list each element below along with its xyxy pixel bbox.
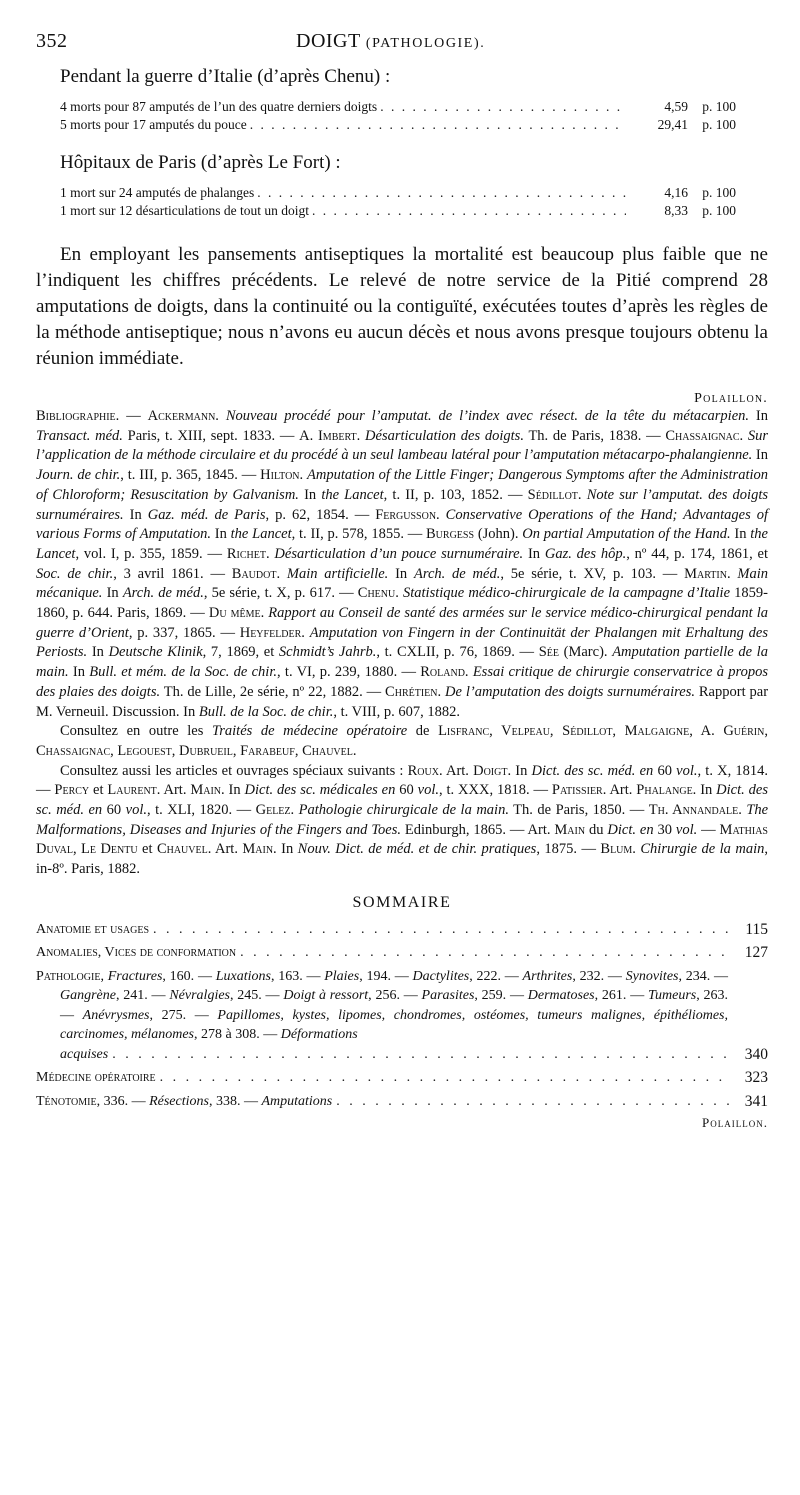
italic-run: Bull. et mém. de la Soc. de chir. [89, 664, 278, 681]
text-run: Consultez en outre les [60, 723, 212, 740]
italic-run: Statistique médico-chirurgicale de la campagne d’Italie [403, 585, 731, 602]
smallcaps-run: Ténotomie [36, 1093, 97, 1109]
text-run: Art. [606, 782, 637, 799]
text-run: Th. de Paris, 1838. — [523, 427, 666, 444]
running-title-main: DOIGT [296, 30, 361, 52]
smallcaps-run: Sée [538, 644, 559, 661]
smallcaps-run: Blum. [600, 841, 636, 858]
italic-run: Pathologie chirurgicale de la main. [298, 802, 509, 819]
stat-row [60, 98, 736, 116]
italic-run: Essai critique de chirurgie conservatrice à propos des plaies des doigts. [36, 664, 769, 700]
text-run: In [730, 526, 751, 543]
italic-run: Nouveau procédé pour l’amputat. de l’index avec résect. de la tête du métacarpien. [225, 408, 750, 424]
text-run: , 338. — [208, 1093, 262, 1109]
smallcaps-run: Phalange. [636, 782, 697, 799]
text-run: , t. XLI, 1820. — [146, 802, 256, 819]
toc-page: 341 [744, 1092, 768, 1110]
leader-dots [332, 1092, 732, 1112]
italic-run: Rapport au Conseil de santé des armées sur le service médico-chirurgical pendant la guerre d’Orient [36, 605, 769, 641]
text-run: , t. VI, p. 239, 1880. — [277, 664, 421, 681]
stat-unit: p. 100 [702, 117, 736, 132]
leader-dots [156, 1068, 732, 1088]
text-run: de [407, 723, 439, 740]
text-run: , 336. — [96, 1093, 150, 1109]
toc-last-line [36, 1045, 768, 1065]
stat-value: 4,59 [664, 99, 688, 114]
text-run: (Marc). [558, 644, 613, 661]
smallcaps-run: Gelez. [255, 802, 295, 819]
italic-run: De l’amputation des doigts surnuméraires. [445, 683, 695, 700]
toc-page: 340 [744, 1045, 768, 1063]
smallcaps-run: A. Imbert. [299, 427, 361, 444]
text-run: , p. 337, 1865. — [128, 624, 240, 641]
paris-heading: Hôpitaux de Paris (d’après Le Fort) : [60, 152, 341, 173]
text-run: , 232. — [572, 968, 626, 984]
text-run: (John). [474, 526, 523, 543]
smallcaps-run: Laurent. [107, 782, 161, 799]
toc-page: 323 [744, 1069, 768, 1087]
italic-run: Luxations [215, 968, 271, 984]
smallcaps-run: Chenu. [357, 585, 399, 602]
text-run: , 256. — [368, 988, 422, 1004]
italic-run: Désarticulation d’un pouce surnuméraire. [274, 545, 524, 562]
smallcaps-run: Patissier. [551, 782, 607, 799]
text-run: Art. [442, 762, 474, 779]
text-run: In [224, 782, 245, 799]
text-run: , 261. — [594, 988, 648, 1004]
text-run: Th. de Lille, 2e série, nº 22, 1882. — [160, 683, 386, 700]
running-header [36, 30, 768, 58]
page-number: 352 [36, 30, 68, 52]
smallcaps-run: Percy [54, 782, 90, 799]
italic-run: Traités de médecine opératoire [211, 723, 408, 740]
text-run: In [523, 545, 545, 562]
italic-run: Schmidt’s Jahrb. [278, 644, 377, 661]
text-run: , 163. — [270, 968, 325, 984]
italic-run: Dactylites [412, 968, 470, 984]
toc-label: Anatomie et usages [36, 921, 150, 937]
text-run: , t. CXLII, p. 76, 1869. — [376, 644, 539, 661]
italic-run: Journ. de chir. [36, 467, 121, 484]
italic-run: Dict. des sc. méd. en [531, 762, 654, 779]
toc-entry-medecine [36, 1068, 768, 1088]
leader-dots [377, 98, 626, 116]
smallcaps-run: Main [554, 821, 586, 838]
italic-run: Arch. de méd. [413, 565, 501, 582]
leader-dots [149, 920, 732, 940]
italic-run: Main mécanique. [36, 565, 768, 602]
text-run: , 160. — [162, 968, 216, 984]
text-run: , t. II, p. 103, 1852. — [383, 486, 528, 503]
italic-run: Sur l’application de la méthode circulaire et du procédé à un seul lambeau latéral pour l’amputation métacarpo-phalangienne. [36, 427, 769, 464]
italic-run: Deutsche Klinik [108, 644, 203, 661]
text-run: Art. [160, 782, 191, 799]
text-run: , 278 à 308. — [194, 1027, 281, 1043]
italic-run: Dict. en [607, 821, 654, 838]
text-run: In [102, 585, 123, 602]
italic-run: vol. [676, 762, 698, 779]
text-run: du [585, 821, 608, 838]
bibliography [36, 407, 768, 880]
italic-run: Gaz. méd. de Paris [147, 506, 266, 523]
italic-run: vol. [417, 782, 439, 799]
text-run: Rapport par M. Verneuil. Discussion. In [36, 683, 769, 720]
text-run: Consultez aussi les articles et ouvrages spéciaux suivants : [60, 762, 408, 779]
stat-value: 4,16 [664, 185, 688, 200]
text-run: In [388, 565, 414, 582]
smallcaps-run: Bibliographie. [36, 408, 120, 424]
italic-run: Anévrysmes [82, 1007, 150, 1023]
text-run: , t. II, p. 578, 1855. — [291, 526, 427, 543]
leader-dots [247, 116, 626, 134]
italic-run: Amputation partielle de la main. [36, 644, 768, 681]
italic-run: Arch. de méd. [122, 585, 204, 602]
smallcaps-run: Richet. [226, 545, 270, 562]
text-run: , 245. — [230, 988, 284, 1004]
smallcaps-run: Mathias Duval, Le Dentu [36, 821, 768, 858]
text-run: et [89, 782, 108, 799]
smallcaps-run: Roland. [420, 664, 469, 681]
italic-run: Conservative Operations of the Hand; Advantages of various Forms of Amputation. [36, 506, 768, 543]
leader-dots [236, 943, 732, 963]
text-run: In [696, 782, 717, 799]
italic-run: Plaies [324, 968, 360, 984]
text-run: , 3 avril 1861. — [113, 565, 232, 582]
toc-page: 127 [744, 944, 768, 962]
italic-run: The Malformations, Diseases and Injuries of the Fingers and Toes. [36, 802, 769, 838]
text-run: Edinburgh, 1865. — Art. [401, 821, 555, 838]
italie-stats [60, 98, 768, 134]
text-run: , 5e série, t. XV, p. 103. — [500, 565, 685, 582]
italic-run: On partial Amputation of the Hand. [522, 526, 731, 543]
text-run: 60 [653, 762, 677, 779]
italic-run: Note sur l’amputat. des doigts surnuméraires. [36, 486, 768, 523]
toc-label: Anomalies, Vices de conformation [36, 945, 237, 961]
italic-run: Synovites [625, 968, 679, 984]
text-run: , 241. — [116, 988, 170, 1004]
text-run: 1859-1860, p. 644. Paris, 1869. — [36, 585, 768, 622]
smallcaps-run: Main. [242, 841, 277, 858]
stat-row [60, 184, 736, 202]
stat-row [60, 202, 736, 220]
italic-run: Bull. de la Soc. de chir. [198, 703, 334, 720]
stat-value: 8,33 [664, 203, 688, 218]
text-run: , 222. — [469, 968, 523, 984]
smallcaps-run: Sédillot. [527, 486, 582, 503]
stat-row [60, 116, 736, 134]
sommaire-title: SOMMAIRE [352, 893, 452, 911]
text-run: In [211, 526, 231, 543]
text-run: In [749, 408, 768, 424]
text-run: Th. de Paris, 1850. — [508, 802, 649, 819]
italic-run: the Lancet [36, 526, 768, 562]
italic-run: vol. [675, 821, 698, 838]
text-run: , t. XXX, 1818. — [438, 782, 552, 799]
running-title [296, 30, 485, 53]
paris-stats [60, 184, 768, 220]
text-run: 30 [653, 821, 676, 838]
text-run: 60 [102, 802, 126, 819]
smallcaps-run: Hilton. [260, 467, 304, 484]
sommaire-signature: Polaillon. [702, 1115, 768, 1131]
text-run: In [123, 506, 148, 523]
italic-run: Dermatoses [527, 988, 595, 1004]
toc-label: Médecine opératoire [36, 1070, 156, 1086]
toc-entry-pathologie [36, 967, 768, 1065]
italic-run: Désarticulation des doigts. [365, 427, 524, 444]
smallcaps-run: Chassaignac. [665, 427, 744, 444]
text-run: , 7, 1869, et [202, 644, 279, 661]
stat-unit: p. 100 [702, 99, 736, 114]
text-run: , in-8º. Paris, 1882. [36, 841, 768, 878]
text-run: , 194. — [359, 968, 413, 984]
text-run: , t. X, 1814. — [36, 762, 769, 799]
italie-heading: Pendant la guerre d’Italie (d’après Chenu) : [60, 66, 391, 87]
italic-run: Doigt à ressort [283, 988, 369, 1004]
text-run: In [68, 664, 90, 681]
page [36, 30, 768, 1131]
text-run: et [137, 841, 157, 858]
smallcaps-run: Pathologie [36, 968, 101, 984]
smallcaps-run: Heyfelder. [239, 624, 305, 641]
smallcaps-run: Main. [190, 782, 225, 799]
italic-run: Tumeurs [647, 988, 697, 1004]
smallcaps-run: Du même. [208, 605, 265, 622]
text-run: , 5e série, t. X, p. 617. — [203, 585, 358, 602]
toc-entry-anomalies [36, 943, 768, 963]
italic-run: Dict. des sc. méd. en [36, 782, 768, 819]
smallcaps-run: Lisfranc, Velpeau, Sédillot, Malgaigne, A. Guérin, Chassaignac, Legouest, Dubrueil, Farabeuf, Chauvel. [36, 723, 768, 759]
italic-run: Parasites [421, 988, 475, 1004]
text-run: , t. III, p. 365, 1845. — [120, 467, 261, 484]
smallcaps-run: Chrétien. [385, 683, 442, 700]
text-run: , 1875. — [536, 841, 601, 858]
text-run: — [119, 408, 148, 424]
text-run [280, 566, 287, 582]
italic-run: Papillomes, kystes, lipomes, chondromes, ostéomes, tumeurs malignes, épithéliomes, carcinomes, mélanomes [60, 1007, 728, 1043]
smallcaps-run: Doigt. [473, 762, 512, 779]
stat-label: 1 mort sur 24 amputés de phalanges [60, 185, 255, 200]
italic-run: Gaz. des hôp. [544, 545, 627, 562]
italic-run: Dict. des sc. médicales en [244, 782, 396, 799]
italic-run: Transact. méd. [36, 427, 123, 444]
text-run: , 275. — [149, 1007, 218, 1023]
smallcaps-run: Fergusson. [375, 506, 440, 523]
text-run: In [298, 486, 322, 503]
italic-run: Main artificielle. [286, 565, 389, 582]
text-run: , t. VIII, p. 607, 1882. [333, 703, 460, 720]
smallcaps-run: Martin. [684, 565, 731, 582]
text-run: In [276, 841, 298, 858]
text-run: Art. [211, 841, 243, 858]
toc-entry-anatomie [36, 920, 768, 940]
bibliography-paragraph [36, 407, 768, 722]
smallcaps-run: Roux. [407, 762, 443, 779]
toc-page: 115 [745, 920, 768, 938]
stat-unit: p. 100 [702, 185, 736, 200]
italic-run: Nouv. Dict. de méd. et de chir. pratiques [297, 841, 537, 858]
italic-run: the Lancet [230, 526, 292, 543]
italic-run: Névralgies [169, 988, 230, 1004]
stat-unit: p. 100 [702, 203, 736, 218]
leader-dots [254, 184, 626, 202]
italic-run: Résections [149, 1093, 209, 1109]
text-run: 60 [395, 782, 418, 799]
text-run: , 234. — [678, 968, 729, 984]
text-run: Paris, t. XIII, sept. 1833. — [122, 427, 300, 444]
italic-run: Amputation of the Little Finger; Dangerous Symptoms after the Administration of Chloroform; Resuscitation by Galvanism. [36, 467, 769, 503]
stat-value: 29,41 [657, 117, 688, 132]
running-title-sub: (PATHOLOGIE). [365, 36, 486, 51]
toc-label [36, 1092, 332, 1112]
italic-run: Arthrites [522, 968, 573, 984]
consult-traites-paragraph [36, 722, 768, 761]
italic-run: Soc. de chir. [36, 565, 114, 582]
text-run: In [752, 447, 768, 464]
italic-run: the Lancet [321, 486, 384, 503]
italic-run: Fractures [107, 968, 163, 984]
text-run: , nº 44, p. 174, 1861, et [626, 545, 768, 562]
text-run [219, 408, 226, 424]
text-run: In [511, 762, 532, 779]
toc-label [36, 967, 768, 1045]
text-run: , 259. — [474, 988, 528, 1004]
text-run: In [87, 644, 109, 661]
smallcaps-run: Ackermann. [147, 408, 219, 424]
stat-label: 5 morts pour 17 amputés du pouce [60, 117, 247, 132]
text-run: , vol. I, p. 355, 1859. — [75, 545, 227, 562]
toc-last-word: acquises [60, 1046, 109, 1062]
italic-run: Déformations [280, 1027, 358, 1043]
italic-run: vol. [125, 802, 147, 819]
stat-label: 4 morts pour 87 amputés de l’un des quatre derniers doigts [60, 99, 378, 114]
author-signature: Polaillon. [694, 391, 768, 406]
body-paragraph: En employant les pansements antiseptiques la mortalité est beaucoup plus faible que ne l’indiquent les chiffres précédents. Le relevé de notre service de la Pitié comprend 28 amputations de doigts, dans la continuité ou la contiguïté, exécutées toutes d’après les règles de la méthode antiseptique; nous n’avons eu aucun décès et nous avons presque toujours obtenu la réunion immédiate. [36, 244, 768, 369]
text-run: , [100, 968, 108, 984]
smallcaps-run: Th. Annandale. [648, 802, 742, 819]
italic-run: Amputations [261, 1093, 333, 1109]
consult-articles-paragraph [36, 762, 768, 880]
italic-run: Chirurgie de la main [640, 841, 765, 858]
toc-entry-tenotomie [36, 1092, 768, 1112]
smallcaps-run: Chauvel. [156, 841, 212, 858]
text-run: , p. 62, 1854. — [265, 506, 376, 523]
italic-run: Amputation von Fingern in der Continuität der Phalangen mit Erhaltung des Periosts. [36, 624, 769, 661]
table-of-contents [36, 920, 768, 1112]
text-run: — [697, 821, 720, 838]
leader-dots [309, 202, 626, 220]
leader-dots [108, 1045, 732, 1065]
smallcaps-run: Baudot. [231, 565, 281, 582]
italic-run: Gangrène [60, 988, 116, 1004]
text-run: , 263. — [60, 988, 728, 1023]
smallcaps-run: Burgess [426, 526, 475, 543]
stat-label: 1 mort sur 12 désarticulations de tout un doigt [60, 203, 309, 218]
